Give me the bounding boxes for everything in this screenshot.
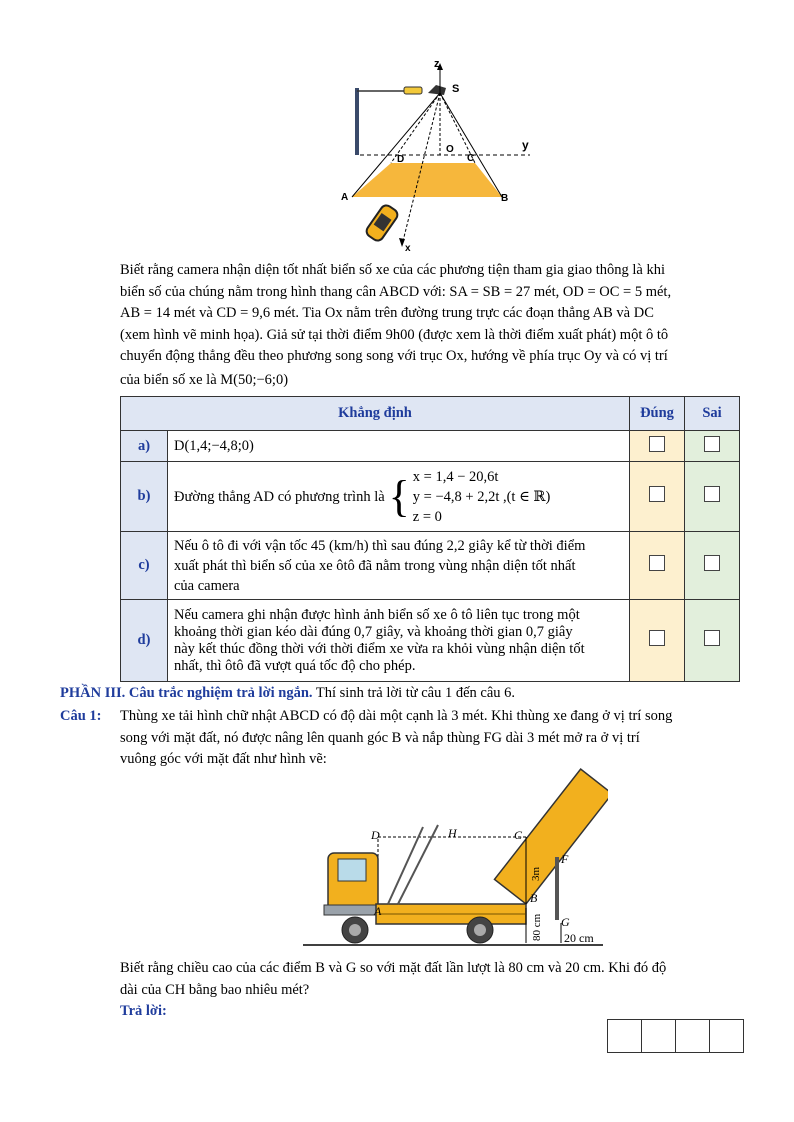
table-row — [121, 462, 740, 532]
height-20cm-label: 20 cm — [564, 931, 594, 945]
intro-line: của biển số xe là M(50;−6;0) — [120, 371, 289, 388]
row-text: khoảng thời gian kéo dài đúng 0,7 giây, và khoảng thời gian 0,7 giây — [174, 623, 573, 640]
point-d-label: D — [371, 828, 380, 842]
point-h-label: H — [448, 826, 457, 840]
statement-table — [120, 396, 740, 682]
row-text: xuất phát thì biển số của xe ôtô đã nằm trong vùng nhận diện tốt nhất — [174, 557, 576, 574]
question-line: song với mặt đất, nó được nâng lên quanh góc B và nắp thùng FG dài 3 mét mở ra ở vị trí — [120, 729, 640, 746]
row-label: a) — [121, 431, 168, 462]
intro-line: (xem hình vẽ minh họa). Giả sử tại thời điểm 9h00 (được xem là thời điểm xuất phát) một ô tô — [120, 326, 669, 343]
row-text: nhất, thì ôtô đã vượt quá tốc độ cho phép. — [174, 657, 416, 674]
question-line: Biết rằng chiều cao của các điểm B và G so với mặt đất lần lượt là 80 cm và 20 cm. Khi đó độ — [120, 960, 667, 976]
row-text: Nếu camera ghi nhận được hình ảnh biển số xe ô tô liên tục trong một — [174, 606, 580, 623]
equation-z: z = 0 — [412, 508, 442, 525]
question-1-text — [120, 706, 740, 771]
row-text: của camera — [174, 577, 240, 594]
answer-boxes — [607, 1019, 744, 1053]
intro-paragraph — [120, 260, 740, 391]
true-checkbox[interactable] — [649, 436, 665, 452]
equation-x: x = 1,4 − 20,6t — [412, 468, 499, 485]
row-text-cell — [168, 462, 630, 532]
row-text: D(1,4;−4,8;0) — [168, 431, 630, 462]
table-header-true: Đúng — [630, 397, 685, 431]
row-label: d) — [121, 600, 168, 682]
part3-title: PHẦN III. Câu trắc nghiệm trả lời ngắn. — [60, 685, 313, 701]
row-text: Đường thẳng AD có phương trình là — [174, 488, 385, 505]
point-b-label: B — [530, 891, 538, 905]
intro-line: chuyển động thẳng đều theo phương song song với trục Ox, hướng về phía trục Oy và có vị trí — [120, 348, 668, 364]
table-row — [121, 431, 740, 462]
point-g-label: G — [561, 915, 570, 929]
brace-symbol: { — [388, 471, 410, 521]
axis-z-label: z — [434, 58, 440, 70]
intro-line: AB = 14 mét và CD = 9,6 mét. Tia Ox nằm trên đường trung trực các đoạn thẳng AB và DC — [120, 305, 654, 321]
truck-diagram — [298, 765, 608, 955]
point-o-label: O — [446, 144, 454, 155]
question-line: vuông góc với mặt đất như hình vẽ: — [120, 751, 327, 767]
question-line: Thùng xe tải hình chữ nhật ABCD có độ dài một cạnh là 3 mét. Khi thùng xe đang ở vị trí song — [120, 708, 673, 724]
answer-box[interactable] — [608, 1020, 642, 1053]
table-header-statement: Khẳng định — [121, 397, 630, 431]
point-a-label: A — [374, 904, 382, 918]
table-row — [121, 532, 740, 600]
axis-y-label: y — [522, 138, 529, 152]
false-checkbox[interactable] — [704, 630, 720, 646]
point-s-label: S — [452, 83, 460, 95]
point-b-label: B — [501, 193, 509, 204]
true-checkbox[interactable] — [649, 630, 665, 646]
row-text: Nếu ô tô đi với vận tốc 45 (km/h) thì sau đúng 2,2 giây kể từ thời điểm — [174, 537, 586, 554]
question-1-followup — [120, 958, 740, 1023]
camera-diagram — [330, 55, 560, 255]
answer-box[interactable] — [642, 1020, 676, 1053]
row-label: c) — [121, 532, 168, 600]
true-checkbox[interactable] — [649, 486, 665, 502]
false-checkbox[interactable] — [704, 436, 720, 452]
row-text-cell — [168, 532, 630, 600]
point-c-label: C — [514, 828, 523, 842]
point-a-label: A — [341, 192, 349, 203]
point-f-label: F — [561, 852, 569, 866]
axis-x-label: x — [405, 243, 411, 254]
question-label: Câu 1: — [60, 708, 102, 724]
point-c-label: C — [467, 153, 475, 164]
true-checkbox[interactable] — [649, 555, 665, 571]
false-checkbox[interactable] — [704, 486, 720, 502]
part3-heading — [60, 683, 515, 704]
intro-line: biển số của chúng nằm trong hình thang cân ABCD với: SA = SB = 27 mét, OD = OC = 5 mét, — [120, 283, 672, 300]
question-line: dài của CH bằng bao nhiêu mét? — [120, 981, 310, 998]
answer-label: Trả lời: — [120, 1003, 167, 1019]
answer-box[interactable] — [676, 1020, 710, 1053]
intro-line: Biết rằng camera nhận diện tốt nhất biển số xe của các phương tiện tham gia giao thông là khi — [120, 262, 666, 278]
false-checkbox[interactable] — [704, 555, 720, 571]
part3-note: Thí sinh trả lời từ câu 1 đến câu 6. — [312, 685, 516, 701]
row-label: b) — [121, 462, 168, 532]
equation-y: y = −4,8 + 2,2t ,(t ∈ ℝ) — [412, 488, 551, 505]
table-header-false: Sai — [685, 397, 740, 431]
row-text: này kết thúc đồng thời với thời điểm xe vừa ra khỏi vùng nhận diện tốt — [174, 640, 585, 657]
point-d-label: D — [397, 154, 405, 165]
table-row — [121, 600, 740, 682]
row-text-cell — [168, 600, 630, 682]
height-3m-label: 3m — [530, 866, 542, 881]
height-80cm-label: 80 cm — [531, 913, 543, 941]
answer-box[interactable] — [710, 1020, 744, 1053]
